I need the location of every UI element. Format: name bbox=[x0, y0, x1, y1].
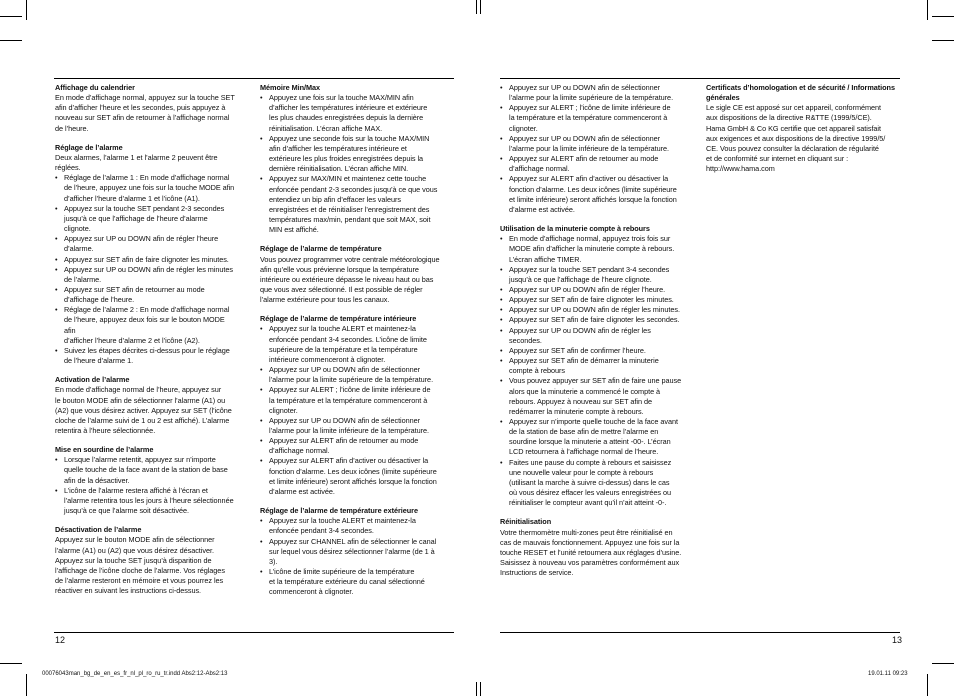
text-line: • Suivez les étapes décrites ci-dessus pour le réglage bbox=[64, 345, 230, 355]
crop-mark-br-h bbox=[932, 663, 954, 664]
list-item bbox=[500, 83, 700, 103]
crop-mark-tr-h bbox=[932, 16, 954, 17]
footer-rule-right bbox=[500, 632, 900, 633]
text-line: http://www.hama.com bbox=[706, 164, 775, 174]
text-line: jusqu’à ce que l’alarme soit désactivée. bbox=[64, 506, 189, 516]
text-line: enfoncée pendant 3-4 secondes. bbox=[269, 526, 374, 536]
text-line: de l’heure d’alarme 1. bbox=[64, 356, 134, 366]
text-line: quelle touche de la face avant de la station de base bbox=[64, 465, 228, 475]
text-line: • Appuyez sur ALERT afin d’activer ou désactiver la bbox=[269, 456, 429, 466]
text-line: de l’alarme resteront en mémoire et vous pourrez les bbox=[55, 576, 224, 586]
text-line: • Lorsque l’alarme retentit, appuyez sur n’importe bbox=[64, 455, 216, 465]
file-slug: 00076043man_bg_de_en_es_fr_nl_pl_ro_ru_tr.indd Abs2:12-Abs2:13 bbox=[42, 671, 228, 677]
text-line: et limite inférieure) seront affichés lorsque la fonction bbox=[509, 194, 677, 204]
text-line: rebours. Appuyez à nouveau sur SET afin de bbox=[509, 396, 652, 406]
list-item bbox=[260, 516, 455, 536]
text-line: • Appuyez sur ALERT afin de retourner au mode bbox=[509, 154, 659, 164]
text-line: sourdine lorsque la minuterie a atteint -00-. L’écran bbox=[509, 437, 671, 447]
crop-mark-tr-h2 bbox=[932, 40, 954, 41]
text-line: et limite inférieure) seront affichés lorsque la fonction bbox=[269, 476, 437, 486]
text-line: Votre thermomètre multi-zones peut être réinitialisé en bbox=[500, 527, 673, 537]
text-line: les plus chaudes enregistrées depuis la dernière bbox=[269, 113, 424, 123]
text-line: d’affichage de l’heure. bbox=[64, 295, 135, 305]
text-line: Vous pouvez programmer votre centrale météorologique bbox=[260, 254, 440, 264]
list-item bbox=[500, 315, 700, 325]
section-heading: Réglage de l’alarme bbox=[55, 142, 123, 152]
list-item bbox=[500, 154, 700, 174]
text-line: afin de la désactiver. bbox=[64, 475, 130, 485]
text-line: retentira à l’heure sélectionnée. bbox=[55, 426, 156, 435]
text-line: enfoncée pendant 2-3 secondes jusqu’à ce que vous bbox=[269, 184, 438, 194]
text-line: redémarrer la minuterie compte à rebours. bbox=[509, 406, 644, 416]
list-item bbox=[500, 103, 700, 133]
text-line: • Appuyez sur UP ou DOWN afin de régler les minutes. bbox=[509, 305, 680, 315]
text-line: supérieure de la température et la température bbox=[269, 344, 418, 354]
crop-mark-br-v bbox=[927, 674, 928, 696]
list-item bbox=[260, 567, 455, 597]
list-item bbox=[500, 376, 700, 417]
text-line: MIN est affiché. bbox=[269, 225, 319, 235]
text-line: • Appuyez sur SET afin de faire clignoter les secondes. bbox=[509, 315, 680, 325]
list-item bbox=[500, 356, 700, 376]
list-item bbox=[500, 295, 700, 305]
text-line: • Appuyez sur UP ou DOWN afin de sélectionner bbox=[509, 83, 661, 92]
list-item bbox=[260, 134, 455, 175]
text-line: • Appuyez sur UP ou DOWN afin de sélectionner bbox=[269, 415, 421, 425]
text-line: • L’icône de limite supérieure de la température bbox=[269, 567, 415, 577]
text-line: • L’icône de l’alarme restera affiché à l’écran et bbox=[64, 485, 208, 495]
list-item bbox=[260, 456, 455, 497]
text-line: • Appuyez sur SET afin de démarrer la minuterie bbox=[509, 356, 659, 366]
text-line: réinitialisation. L’écran affiche MAX. bbox=[269, 123, 383, 133]
text-line: • Appuyez sur SET afin de confirmer l’heure. bbox=[509, 345, 646, 355]
text-line: d’afficher les températures intérieure et extérieure bbox=[269, 103, 428, 113]
bullet-list bbox=[260, 93, 455, 235]
list-item bbox=[55, 173, 255, 203]
text-line: • Appuyez sur UP ou DOWN afin de sélectionner bbox=[509, 133, 661, 143]
text-line: Instructions de service. bbox=[500, 568, 574, 578]
text-line: de l’heure, appuyez une fois sur la touche MODE afin bbox=[64, 183, 235, 193]
text-line: Appuyez sur la touche SET jusqu’à disparition de bbox=[55, 555, 212, 565]
crop-mark-tl-v bbox=[26, 0, 27, 20]
list-item bbox=[260, 385, 455, 415]
text-line: (A2) que vous désirez activer. Appuyez sur SET (l’icône bbox=[55, 405, 232, 415]
text-line: • Appuyez sur UP ou DOWN afin de régler l’heure. bbox=[509, 284, 666, 294]
text-line: (utilisant la marche à suivre ci-dessus) dans le cas bbox=[509, 477, 670, 487]
text-line: secondes. bbox=[509, 335, 542, 345]
text-line: réactiver en suivant les instructions ci-dessus. bbox=[55, 586, 202, 596]
list-item bbox=[500, 305, 700, 315]
section-heading: Activation de l’alarme bbox=[55, 375, 130, 385]
text-line: l’alarme pour la limite inférieure de la température. bbox=[269, 426, 429, 435]
text-line: fonction d’alarme. Les deux icônes (limite supérieure bbox=[269, 466, 437, 476]
text-line: l’alarme retentira tous les jours à l’heure sélectionnée bbox=[64, 495, 234, 505]
text-line: cas de mauvais fonctionnement. Appuyez une fois sur la bbox=[500, 537, 680, 547]
text-line: fonction d’alarme. Les deux icônes (limite supérieure bbox=[509, 184, 677, 194]
text-line: 3). bbox=[269, 556, 278, 566]
list-item bbox=[55, 234, 255, 254]
list-item bbox=[500, 134, 700, 154]
footer-rule-left bbox=[54, 632, 454, 633]
text-line: réinitialiser le compteur avant qu’il n’ait atteint -0-. bbox=[509, 498, 667, 508]
list-item bbox=[55, 486, 255, 516]
text-line: • Appuyez sur CHANNEL afin de sélectionner le canal bbox=[269, 536, 437, 546]
text-line: réglées. bbox=[55, 163, 81, 173]
text-line: l’alarme pour la limite supérieure de la température. bbox=[269, 375, 434, 385]
text-line: où vous désirez effacer les valeurs enregistrées ou bbox=[509, 488, 671, 498]
section-heading: Utilisation de la minuterie compte à rebours bbox=[500, 224, 650, 234]
list-item bbox=[55, 455, 255, 485]
text-line: entendiez un bip afin d’effacer les valeurs bbox=[269, 194, 401, 204]
text-line: d’afficher l’heure d’alarme 2 et l’icône (A2). bbox=[64, 335, 200, 345]
list-item bbox=[500, 417, 700, 458]
bullet-list bbox=[55, 173, 255, 366]
text-line: • Appuyez sur UP ou DOWN afin de régler les minutes bbox=[64, 264, 233, 274]
section-heading: Affichage du calendrier bbox=[55, 83, 135, 92]
text-line: aux exigences et aux dispositions de la directive 1999/5/ bbox=[706, 133, 886, 143]
text-line: d’affichage normal. bbox=[269, 446, 330, 456]
list-item bbox=[260, 324, 455, 365]
text-line: • Appuyez une seconde fois sur la touche MAX/MIN bbox=[269, 133, 430, 143]
crop-mark-tr-v bbox=[927, 0, 928, 20]
list-item bbox=[260, 436, 455, 456]
text-line: • Réglage de l’alarme 2 : En mode d’affichage normal bbox=[64, 305, 230, 315]
text-line: • Appuyez sur MAX/MIN et maintenez cette touche bbox=[269, 174, 427, 184]
text-line: Appuyez sur le bouton MODE afin de sélectionner bbox=[55, 535, 215, 545]
text-line: d’alarme est activée. bbox=[269, 486, 335, 496]
text-line: • Appuyez une fois sur la touche MAX/MIN afin bbox=[269, 93, 414, 103]
page-number-right: 13 bbox=[892, 635, 903, 645]
section-heading: Réglage de l’alarme de température extérieure bbox=[260, 506, 418, 516]
text-line: • Appuyez sur SET afin de faire clignoter les minutes. bbox=[509, 295, 674, 305]
text-line: enfoncée pendant 3-4 secondes. L’icône de limite bbox=[269, 334, 427, 344]
list-item bbox=[55, 285, 255, 305]
list-item bbox=[55, 305, 255, 346]
text-line: l’alarme extérieure pour tous les canaux. bbox=[260, 295, 390, 305]
crop-mark-top-center bbox=[476, 0, 477, 14]
section-heading: Mise en sourdine de l’alarme bbox=[55, 445, 154, 455]
text-line: • Appuyez sur SET afin de faire clignoter les minutes. bbox=[64, 254, 229, 264]
text-line: nouveau sur SET afin de retourner à l’affichage normal bbox=[55, 113, 230, 123]
list-item bbox=[55, 346, 255, 366]
column-1 bbox=[55, 83, 255, 596]
crop-mark-tl-h bbox=[0, 16, 22, 17]
page-number-left: 12 bbox=[55, 635, 66, 645]
text-line: LCD retournera à l’affichage normal de l’heure. bbox=[509, 447, 659, 457]
text-line: extérieure les plus froides enregistrées depuis la bbox=[269, 154, 424, 164]
text-line: • Appuyez sur ALERT afin d’activer ou désactiver la bbox=[509, 174, 669, 184]
text-line: dernière réinitialisation. L’écran affiche MIN. bbox=[269, 164, 409, 174]
section-heading: Réglage de l’alarme de température bbox=[260, 244, 382, 254]
text-line: MODE afin d’afficher la minuterie compte à rebours. bbox=[509, 244, 675, 254]
column-3 bbox=[500, 83, 700, 578]
bullet-list bbox=[55, 455, 255, 516]
text-line: d’afficher l’heure d’alarme 1 et l’icône (A1). bbox=[64, 193, 200, 203]
text-line: • Appuyez sur n’importe quelle touche de la face avant bbox=[509, 417, 678, 426]
bullet-list bbox=[500, 234, 700, 508]
list-item bbox=[260, 174, 455, 235]
text-line: de l’heure. bbox=[55, 123, 89, 133]
list-item bbox=[500, 346, 700, 356]
list-item bbox=[500, 458, 700, 509]
text-line: • Appuyez sur ALERT ; l’icône de limite inférieure de bbox=[269, 385, 431, 395]
text-line: afin qu’elle vous prévienne lorsque la température bbox=[260, 264, 419, 274]
list-item bbox=[260, 416, 455, 436]
column-4 bbox=[706, 83, 902, 174]
text-line: l’affichage de l’icône cloche de l’alarme. Vos réglages bbox=[55, 565, 225, 575]
text-line: une nouvelle valeur pour le compte à rebours bbox=[509, 467, 654, 477]
text-line: • Faites une pause du compte à rebours et saisissez bbox=[509, 457, 672, 467]
text-line: et la température extérieure du canal sélectionné bbox=[269, 577, 425, 587]
text-line: de la station de base afin de mettre l’alarme en bbox=[509, 427, 659, 437]
text-line: • Appuyez sur la touche ALERT et maintenez-la bbox=[269, 324, 416, 334]
text-line: CE. Vous pouvez consulter la déclaration de régularité bbox=[706, 143, 879, 153]
text-line: touche RESET et l’unité retournera aux réglages d’usine. bbox=[500, 547, 682, 557]
column-2 bbox=[260, 83, 455, 598]
crop-mark-bl-h bbox=[0, 663, 22, 664]
text-line: • Appuyez sur la touche SET pendant 2-3 secondes bbox=[64, 203, 225, 213]
text-line: • Réglage de l’alarme 1 : En mode d’affichage normal bbox=[64, 173, 230, 183]
header-rule-left bbox=[54, 78, 454, 79]
section-heading: Réglage de l’alarme de température intérieure bbox=[260, 314, 417, 324]
text-line: le bouton MODE afin de sélectionner l’alarme (A1) ou bbox=[55, 395, 226, 405]
text-line: • Appuyez sur UP ou DOWN afin de régler les bbox=[509, 325, 651, 335]
crop-mark-top-center2 bbox=[480, 0, 481, 14]
text-line: la température et la température commenceront à bbox=[509, 113, 668, 123]
section-heading: Certificats d’homologation et de sécurité / Informations bbox=[706, 83, 895, 92]
text-line: la température et la température commenceront à bbox=[269, 395, 428, 405]
crop-mark-bottom-center bbox=[476, 682, 477, 696]
text-line: Saisissez à nouveau vos paramètres conformément aux bbox=[500, 558, 680, 568]
text-line: • Vous pouvez appuyer sur SET afin de faire une pause bbox=[509, 376, 682, 386]
text-line: • Appuyez sur ALERT ; l’icône de limite inférieure de bbox=[509, 103, 671, 113]
text-line: • Appuyez sur ALERT afin de retourner au mode bbox=[269, 436, 419, 446]
text-line: Le sigle CE est apposé sur cet appareil, conformément bbox=[706, 103, 882, 113]
list-item bbox=[260, 365, 455, 385]
text-line: intérieure ou extérieure dépasse le niveau haut ou bas bbox=[260, 274, 434, 284]
section-heading-cont: générales bbox=[706, 93, 740, 103]
text-line: • Appuyez sur la touche ALERT et maintenez-la bbox=[269, 516, 416, 526]
text-line: d’alarme. bbox=[64, 244, 94, 254]
list-item bbox=[500, 285, 700, 295]
list-item bbox=[500, 234, 700, 264]
text-line: enregistrées et de réinitialiser l’enregistrement des bbox=[269, 204, 430, 214]
bullet-list bbox=[500, 83, 700, 215]
text-line: • Appuyez sur UP ou DOWN afin de régler l’heure bbox=[64, 234, 219, 244]
text-line: clignoter. bbox=[509, 123, 538, 133]
list-item bbox=[500, 265, 700, 285]
list-item bbox=[500, 326, 700, 346]
text-line: • Appuyez sur SET afin de retourner au mode bbox=[64, 284, 205, 294]
crop-mark-bottom-center2 bbox=[480, 682, 481, 696]
text-line: afin d’afficher les températures intérieure et bbox=[269, 143, 407, 153]
text-line: aux dispositions de la directive R&TTE (1999/5/CE). bbox=[706, 113, 872, 123]
text-line: • Appuyez sur la touche SET pendant 3-4 secondes bbox=[509, 264, 670, 274]
date-slug: 19.01.11 09:23 bbox=[868, 671, 908, 677]
list-item bbox=[55, 255, 255, 265]
text-line: d’alarme est activée. bbox=[509, 204, 575, 214]
text-line: • En mode d’affichage normal, appuyez trois fois sur bbox=[509, 234, 671, 244]
text-line: Hama GmbH & Co KG certifie que cet appareil satisfait bbox=[706, 123, 881, 133]
crop-mark-bl-v bbox=[26, 674, 27, 696]
text-line: intérieure commenceront à clignoter. bbox=[269, 354, 386, 364]
text-line: jusqu’à ce que l’affichage de l’heure d’alarme bbox=[64, 213, 208, 223]
text-line: alors que la minuterie a commencé le compte à bbox=[509, 386, 661, 396]
header-rule-right bbox=[500, 78, 900, 79]
section-heading: Désactivation de l’alarme bbox=[55, 525, 142, 535]
text-line: clignote. bbox=[64, 224, 91, 234]
crop-mark-tl-h2 bbox=[0, 40, 22, 41]
section-heading: Mémoire Min/Max bbox=[260, 83, 321, 92]
text-line: d’affichage normal. bbox=[509, 164, 570, 174]
text-line: afin bbox=[64, 325, 76, 335]
text-line: afin d’afficher l’heure et les secondes, puis appuyez à bbox=[55, 103, 226, 113]
text-line: l’alarme pour la limite supérieure de la température. bbox=[509, 93, 674, 103]
text-line: compte à rebours bbox=[509, 366, 565, 376]
list-item bbox=[55, 265, 255, 285]
text-line: • Appuyez sur UP ou DOWN afin de sélectionner bbox=[269, 365, 421, 375]
list-item bbox=[55, 204, 255, 234]
bullet-list bbox=[260, 516, 455, 597]
text-line: cloche de l’alarme suivi de 1 ou 2 est affiché). L’alarme bbox=[55, 415, 230, 425]
list-item bbox=[500, 174, 700, 215]
section-heading: Réinitialisation bbox=[500, 517, 552, 527]
text-line: que vous avez sélectionné. Il est possible de régler bbox=[260, 284, 423, 294]
text-line: de l’alarme. bbox=[64, 274, 102, 284]
text-line: de l’heure, appuyez deux fois sur le bouton MODE bbox=[64, 315, 225, 325]
text-line: l’alarme pour la limite inférieure de la température. bbox=[509, 143, 669, 153]
list-item bbox=[260, 93, 455, 134]
list-item bbox=[260, 537, 455, 567]
text-line: En mode d’affichage normal, appuyez sur la touche SET bbox=[55, 93, 235, 103]
text-line: En mode d’affichage normal de l’heure, appuyez sur bbox=[55, 385, 222, 395]
text-line: L’écran affiche TIMER. bbox=[509, 254, 582, 264]
text-line: commenceront à clignoter. bbox=[269, 587, 354, 597]
text-line: et de conformité sur internet en cliquant sur : bbox=[706, 154, 849, 164]
bullet-list bbox=[260, 324, 455, 497]
text-line: Deux alarmes, l’alarme 1 et l’alarme 2 peuvent être bbox=[55, 152, 218, 162]
text-line: températures max/min, pendant que soit MAX, soit bbox=[269, 215, 431, 225]
text-line: clignoter. bbox=[269, 405, 298, 415]
text-line: sur lequel vous désirez sélectionner l’alarme (de 1 à bbox=[269, 546, 435, 556]
text-line: jusqu’à ce que l’affichage de l’heure clignote. bbox=[509, 274, 652, 284]
text-line: l’alarme (A1) ou (A2) que vous désirez désactiver. bbox=[55, 545, 214, 555]
